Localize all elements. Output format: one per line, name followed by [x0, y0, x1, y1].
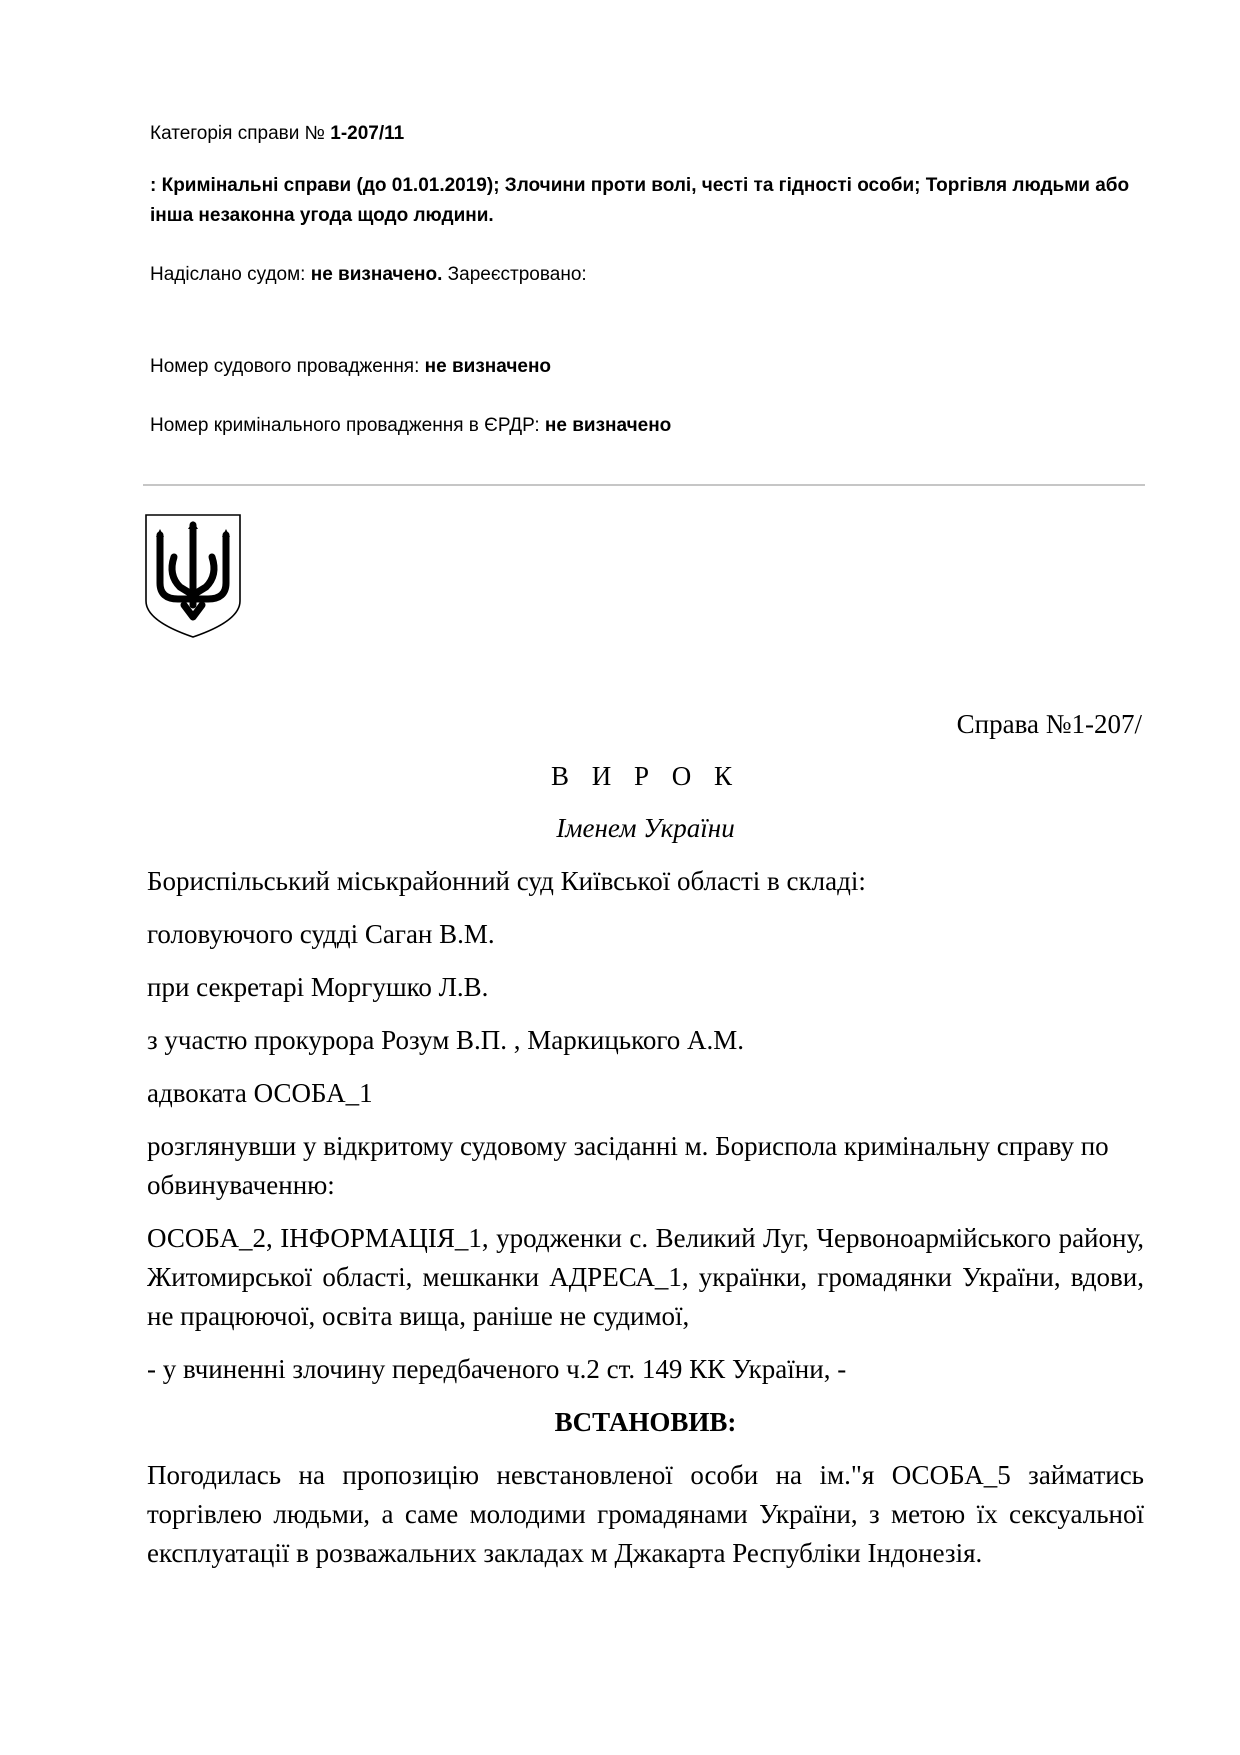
case-number: Справа №1-207/ — [956, 709, 1142, 739]
court-composition: Бориспільський міськрайонний суд Київської області в складі: — [147, 866, 866, 896]
court-secretary: при секретарі Моргушко Л.В. — [147, 972, 489, 1002]
prosecutors: з участю прокурора Розум В.П. , Маркицького А.М. — [147, 1025, 745, 1055]
case-category-number: 1-207/11 — [330, 123, 405, 144]
presiding-judge: головуючого судді Саган В.М. — [147, 919, 495, 949]
court-proceeding-label: Номер судового провадження: — [150, 356, 425, 377]
erdr-line — [150, 411, 1130, 441]
court-proceeding-line — [150, 352, 1130, 382]
sent-label: Надіслано судом: — [150, 264, 311, 285]
sent-value: не визначено. — [310, 264, 443, 285]
defense-lawyer: адвоката ОСОБА_1 — [147, 1078, 373, 1108]
coat-of-arms-trident-icon — [144, 513, 242, 639]
erdr-value: не визначено — [544, 415, 672, 436]
registered-label: Зареєстровано: — [442, 264, 587, 285]
court-proceeding-value: не визначено — [424, 356, 552, 377]
established-paragraph: Погодилась на пропозицію невстановленої особи на ім."я ОСОБА_5 займатись торгівлею людьми, а саме молодими громадянами України, з метою їх сексуальної експлуатації в розважальних закладах м Джакарта Республіки Індонезія. — [147, 1460, 1144, 1568]
case-category-description: : Кримінальні справи (до 01.01.2019); Злочини проти волі, честі та гідності особи; Торгівля людьми або інша незаконна угода щодо людини. — [150, 175, 1130, 226]
case-category-line — [150, 119, 1130, 149]
header-divider — [143, 484, 1145, 486]
verdict-title: В И Р О К — [550, 761, 741, 791]
verdict-subtitle: Іменем України — [556, 813, 735, 843]
case-consideration-paragraph: розглянувши у відкритому судовому засіданні м. Бориспола кримінальну справу по обвинуваченню: — [147, 1131, 1109, 1200]
erdr-label: Номер кримінального провадження в ЄРДР: — [150, 415, 545, 436]
charge-paragraph: - у вчиненні злочину передбаченого ч.2 ст. 149 КК України, - — [147, 1354, 847, 1384]
case-category-label: Категорія справи № — [150, 123, 331, 144]
established-heading: ВСТАНОВИВ: — [554, 1407, 737, 1437]
defendant-paragraph: ОСОБА_2, ІНФОРМАЦІЯ_1, уродженки с. Великий Луг, Червоноармійського району, Житомирської області, мешканки АДРЕСА_1, українки, громадянки України, вдови, не працюючої, освіта вища, раніше не судимої, — [147, 1223, 1144, 1331]
sent-registered-line — [150, 260, 1130, 290]
